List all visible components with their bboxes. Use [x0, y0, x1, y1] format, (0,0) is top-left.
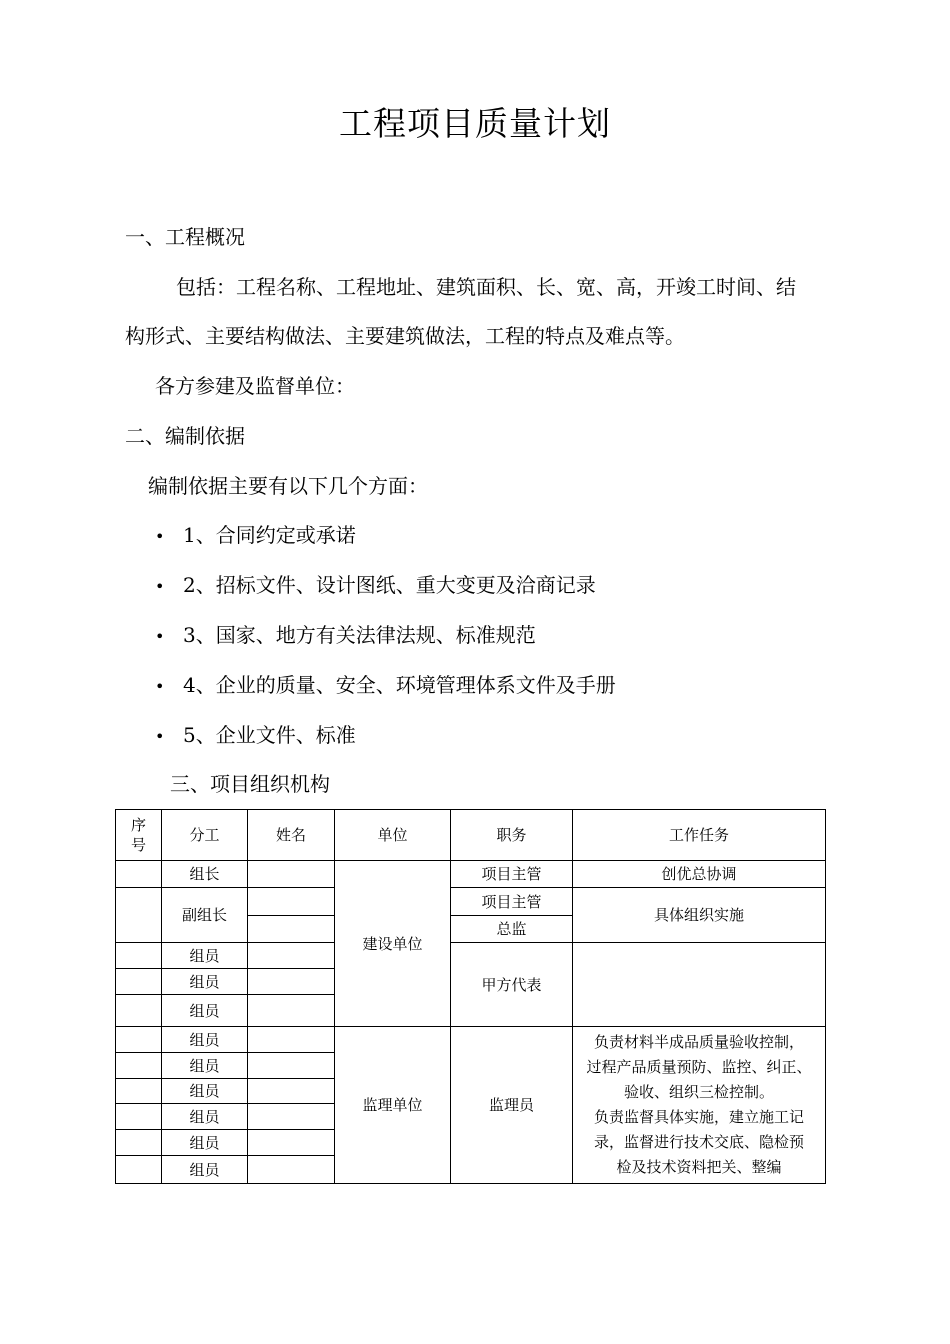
basis-list-item: • 5、企业文件、标准	[155, 723, 356, 747]
bullet-icon: •	[155, 677, 165, 696]
unit-cell: 监理单位	[335, 1027, 451, 1184]
section-3-heading: 三、项目组织机构	[170, 772, 330, 796]
unit-cell: 建设单位	[335, 861, 451, 1027]
name-cell	[248, 861, 335, 888]
task-cell: 具体组织实施	[573, 888, 826, 943]
role-cell: 组员	[162, 1079, 248, 1104]
task-cell: 负责材料半成品质量验收控制， 过程产品质量预防、监控、纠正、 验收、组织三检控制。 负责监督具体实施，建立施工记 录，监督进行技术交底、隐检预 检及技术资料把关、整编	[573, 1027, 826, 1184]
name-cell	[248, 1079, 335, 1104]
header-position: 职务	[451, 810, 573, 861]
table-row	[116, 943, 826, 969]
name-cell	[248, 1130, 335, 1156]
role-cell: 组员	[162, 1104, 248, 1130]
section-1-paragraph-line-2: 构形式、主要结构做法、主要建筑做法，工程的特点及难点等。	[125, 324, 685, 348]
header-name: 姓名	[248, 810, 335, 861]
position-cell: 监理员	[451, 1027, 573, 1184]
section-1-paragraph-line-1: 包括：工程名称、工程地址、建筑面积、长、宽、高，开竣工时间、结	[176, 275, 796, 299]
table-header-row	[116, 810, 826, 861]
header-role: 分工	[162, 810, 248, 861]
organization-table	[115, 809, 826, 1184]
header-unit: 单位	[335, 810, 451, 861]
bullet-icon: •	[155, 727, 165, 746]
section-1-participants: 各方参建及监督单位：	[155, 374, 355, 398]
role-cell: 组员	[162, 1156, 248, 1184]
name-cell	[248, 1156, 335, 1184]
basis-list-item: • 2、招标文件、设计图纸、重大变更及洽商记录	[155, 573, 596, 597]
bullet-icon: •	[155, 527, 165, 546]
basis-list-item: • 3、国家、地方有关法律法规、标准规范	[155, 623, 536, 647]
position-cell: 甲方代表	[451, 943, 573, 1027]
bullet-icon: •	[155, 577, 165, 596]
role-cell: 组长	[162, 861, 248, 888]
name-cell	[248, 1053, 335, 1079]
role-cell: 组员	[162, 969, 248, 995]
name-cell	[248, 916, 335, 943]
role-cell: 组员	[162, 1053, 248, 1079]
role-cell: 副组长	[162, 888, 248, 943]
bullet-icon: •	[155, 627, 165, 646]
role-cell: 组员	[162, 995, 248, 1027]
header-seq: 序 号	[116, 810, 162, 861]
basis-list-item: • 1、合同约定或承诺	[155, 523, 356, 547]
role-cell: 组员	[162, 1130, 248, 1156]
position-cell: 总监	[451, 916, 573, 943]
task-cell	[573, 943, 826, 1027]
name-cell	[248, 1104, 335, 1130]
position-cell: 项目主管	[451, 861, 573, 888]
table-row	[116, 1027, 826, 1053]
position-cell: 项目主管	[451, 888, 573, 916]
name-cell	[248, 943, 335, 969]
table-row	[116, 888, 826, 916]
basis-list-item: • 4、企业的质量、安全、环境管理体系文件及手册	[155, 673, 616, 697]
name-cell	[248, 995, 335, 1027]
name-cell	[248, 1027, 335, 1053]
section-1-heading: 一、工程概况	[125, 225, 245, 249]
name-cell	[248, 888, 335, 916]
task-cell: 创优总协调	[573, 861, 826, 888]
header-task: 工作任务	[573, 810, 826, 861]
role-cell: 组员	[162, 1027, 248, 1053]
document-title: 工程项目质量计划	[339, 104, 611, 143]
section-2-heading: 二、编制依据	[125, 424, 245, 448]
section-2-intro: 编制依据主要有以下几个方面：	[148, 474, 428, 498]
table-row	[116, 861, 826, 888]
name-cell	[248, 969, 335, 995]
role-cell: 组员	[162, 943, 248, 969]
